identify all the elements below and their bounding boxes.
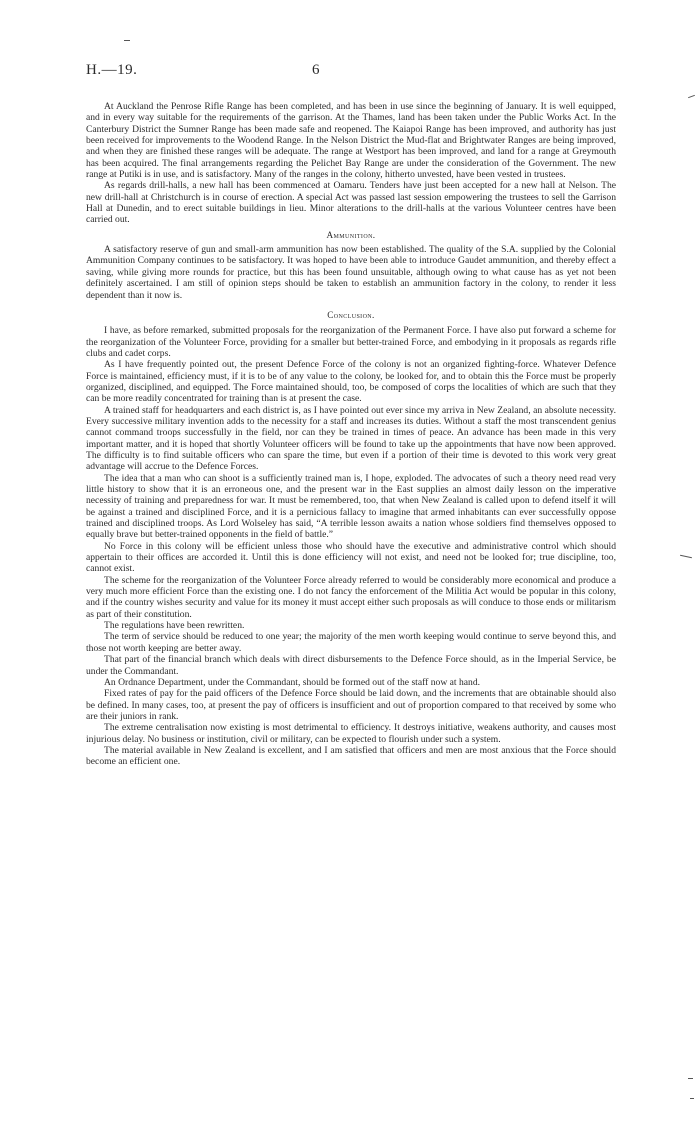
paragraph: At Auckland the Penrose Rifle Range has been completed, and has been in use since the beginning of January. It is well equipped, and in every way suitable for the requirements of the garrison. At the Thames, land has been taken under the Public Works Act. In the Canterbury District the Sumner Range has been made safe and reopened. The Kaiapoi Range has been improved, and authority has just been received for improvements to the Woodend Range. In the Nelson District the Mud-flat and Brightwater Ranges are being improved, and when they are finished these ranges will be adequate. The range at Westport has been improved, and land for a range at Greymouth has been acquired. The final arrangements regarding the Pelichet Bay Range are under the consideration of the Government. The new range at Putiki is in use, and is satisfactory. Many of the ranges in the colony, hitherto unvested, have been vested in trustees. — [86, 101, 616, 181]
paragraph: The idea that a man who can shoot is a sufficiently trained man is, I hope, exploded. The advocates of such a theory need read very little history to show that it is an erroneous one, and the present war in the East supplies an almost daily lesson on the imperative necessity of training and preparedness for war. It must be remembered, too, that when New Zealand is called upon to defend itself it will be against a trained and disciplined Force, and it is a pernicious fallacy to imagine that armed inhabitants can ever successfully oppose trained and disciplined troops. As Lord Wolseley has said, “A terrible lesson awaits a nation whose soldiers find themselves opposed to equally brave but better-trained opponents in the field of battle.” — [86, 472, 616, 541]
document-reference: H.—19. — [86, 62, 138, 78]
paragraph: No Force in this colony will be efficient unless those who should have the executive and administrative control which should appertain to their offices are accorded it. Until this is done efficiency will not exist, and need not be looked for; true discipline, too, cannot exist. — [86, 540, 616, 575]
page-header — [86, 62, 616, 86]
scan-mark — [688, 1078, 693, 1079]
section-heading-conclusion: Conclusion. — [327, 309, 375, 320]
body-text — [86, 101, 616, 768]
paragraph: The regulations have been rewritten. — [104, 620, 245, 632]
paragraph: That part of the financial branch which deals with direct disbursements to the Defence Force should, as in the Imperial Service, be under the Commandant. — [86, 654, 616, 677]
paragraph: A satisfactory reserve of gun and small-arm ammunition has now been established. The quality of the S.A. supplied by the Colonial Ammunition Company continues to be satisfactory. It was hoped to have been able to introduce Gaudet ammunition, and thereby effect a saving, while giving more rounds for practice, but this has been found unsuitable, although owing to what cause has as yet not been definitely ascertained. I am still of opinion steps should be taken to establish an ammunition factory in the colony, to render it less dependent than it now is. — [86, 244, 616, 301]
scan-mark — [690, 1098, 694, 1099]
scan-mark — [124, 40, 130, 41]
paragraph: I have, as before remarked, submitted proposals for the reorganization of the Permanent Force. I have also put forward a scheme for the reorganization of the Volunteer Force, providing for a smaller but better-trained Force, and embodying in it proposals as regards rifle clubs and cadet corps. — [86, 325, 616, 359]
section-heading-ammunition: Ammunition. — [326, 229, 376, 240]
paragraph: The material available in New Zealand is excellent, and I am satisfied that officers and men are most anxious that the Force should become an efficient one. — [86, 744, 616, 768]
paragraph: The scheme for the reorganization of the Volunteer Force already referred to would be considerably more economical and produce a very much more efficient Force than the existing one. I do not fancy the enforcement of the Militia Act would be popular in this colony, and if the country wishes security and value for its money it must accept either such proposals as will conduce to those ends or militarism as part of their constitution. — [86, 574, 616, 620]
paragraph: As I have frequently pointed out, the present Defence Force of the colony is not an organized fighting-force. Whatever Defence Force is maintained, efficiency must, if it is to be of any value to the colony, be looked for, and to obtain this the Force must be properly organized, disciplined, and equipped. The Force maintained should, too, be composed of corps the localities of which are such that they can be more readily concentrated for training than is at present the case. — [86, 359, 616, 405]
scan-mark — [688, 95, 695, 98]
paragraph: Fixed rates of pay for the paid officers of the Defence Force should be laid down, and the increments that are obtainable should also be defined. In many cases, too, at present the pay of officers is insufficient and out of proportion compared to that received by some who are their juniors in rank. — [86, 688, 616, 722]
page-number: 6 — [312, 62, 320, 78]
paragraph: The extreme centralisation now existing is most detrimental to efficiency. It destroys initiative, weakens authority, and causes most injurious delay. No business or institution, civil or military, can be expected to flourish under such a system. — [86, 722, 616, 745]
scan-mark — [680, 555, 692, 558]
paragraph: The term of service should be reduced to one year; the majority of the men worth keeping would continue to serve beyond this, and those not worth keeping are better away. — [86, 631, 616, 654]
paragraph: As regards drill-halls, a new hall has been commenced at Oamaru. Tenders have just been accepted for a new hall at Nelson. The new drill-hall at Christchurch is in course of erection. A special Act was passed last session empowering the trustees to sell the Garrison Hall at Dunedin, and to erect suitable buildings in lieu. Minor alterations to the drill-halls at the various Volunteer centres have been carried out. — [86, 180, 616, 226]
paragraph: An Ordnance Department, under the Commandant, should be formed out of the staff now at hand. — [104, 676, 481, 688]
paragraph: A trained staff for headquarters and each district is, as I have pointed out ever since my arriva in New Zealand, an absolute necessity. Every successive military invention adds to the necessity for a staff and increases its duties. Without a staff the most transcendent genius cannot command troops successfully in the field, nor can they be trained in times of peace. An advance has been made in this very important matter, and it is hoped that shortly Volunteer officers will be found to take up the appointments that have now been approved. The difficulty is to find suitable officers who can spare the time, but even if a portion of their time is devoted to this work very great advantage will accrue to the Defence Forces. — [86, 404, 616, 473]
